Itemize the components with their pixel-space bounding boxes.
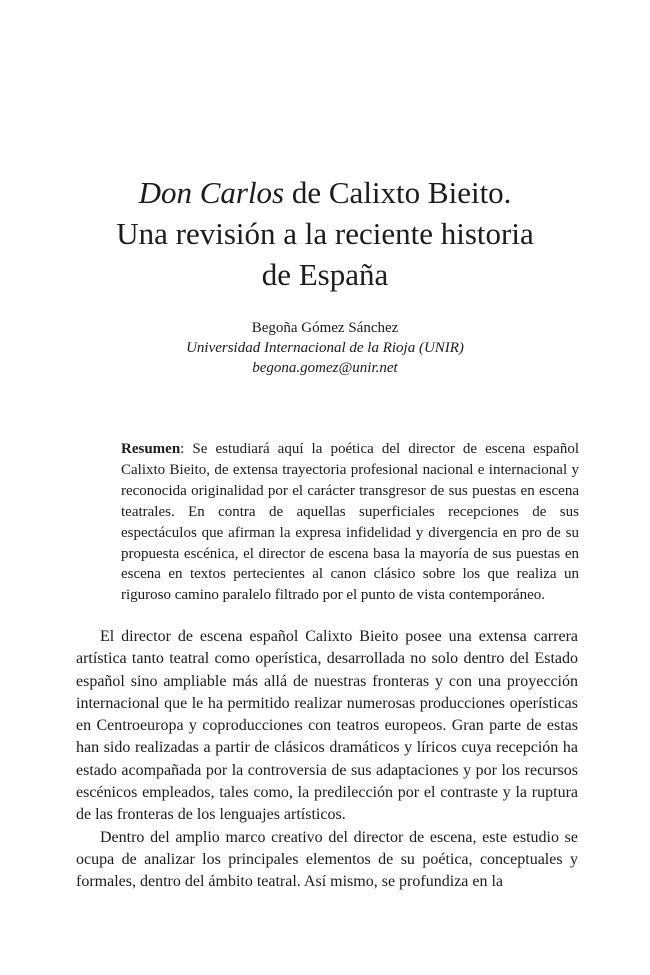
title-line-3: de España: [261, 257, 389, 292]
body-paragraph-2: Dentro del amplio marco creativo del director de escena, este estudio se ocupa de analizar los principales elementos de su poética, conceptuales y formales, dentro del ámbito teatral. Así mismo, se profundiza en la: [76, 828, 578, 891]
title-line-1: [60, 172, 590, 213]
author-block: [100, 318, 550, 378]
author-name: Begoña Gómez Sánchez: [251, 320, 399, 336]
title-line-1-rest: de Calixto Bieito.: [284, 175, 512, 210]
title-italic-work: Don Carlos: [138, 175, 285, 210]
abstract: [121, 439, 579, 606]
author-affiliation: Universidad Internacional de la Rioja (UNIR): [186, 340, 464, 356]
abstract-text: : Se estudiará aquí la poética del director de escena español Calixto Bieito, de extensa trayectoria profesional nacional e internacional y reconocida originalidad por el carácter transgresor de sus puestas en escena teatrales. En contra de aquellas superficiales recepciones de sus espectáculos que afirman la expresa infidelidad y divergencia en pro de su propuesta escénica, el director de escena basa la mayoría de sus puestas en escena en textos pertecientes al canon clásico sobre los que realiza un riguroso camino paralelo filtrado por el punto de vista contemporáneo.: [121, 441, 579, 604]
title-line-2: Una revisión a la reciente historia: [116, 216, 534, 251]
paper-title: [60, 172, 590, 295]
body-text: [76, 626, 578, 894]
abstract-label: Resumen: [121, 441, 181, 457]
author-email: begona.gomez@unir.net: [252, 360, 398, 376]
body-paragraph-1: El director de escena español Calixto Bieito posee una extensa carrera artística tanto teatral como operística, desarrollada no solo dentro del Estado español sino ampliable más allá de nuestras fronteras y con una proyección internacional que le ha permitido realizar numerosas producciones operísticas en Centroeuropa y coproducciones con teatros europeos. Gran parte de estas han sido realizadas a partir de clásicos dramáticos y líricos cuya recepción ha estado acompañada por la controversia de sus adaptaciones y por los recursos escénicos empleados, tales como, la predilección por el contraste y la ruptura de las fronteras de los lenguajes artísticos.: [76, 628, 578, 824]
